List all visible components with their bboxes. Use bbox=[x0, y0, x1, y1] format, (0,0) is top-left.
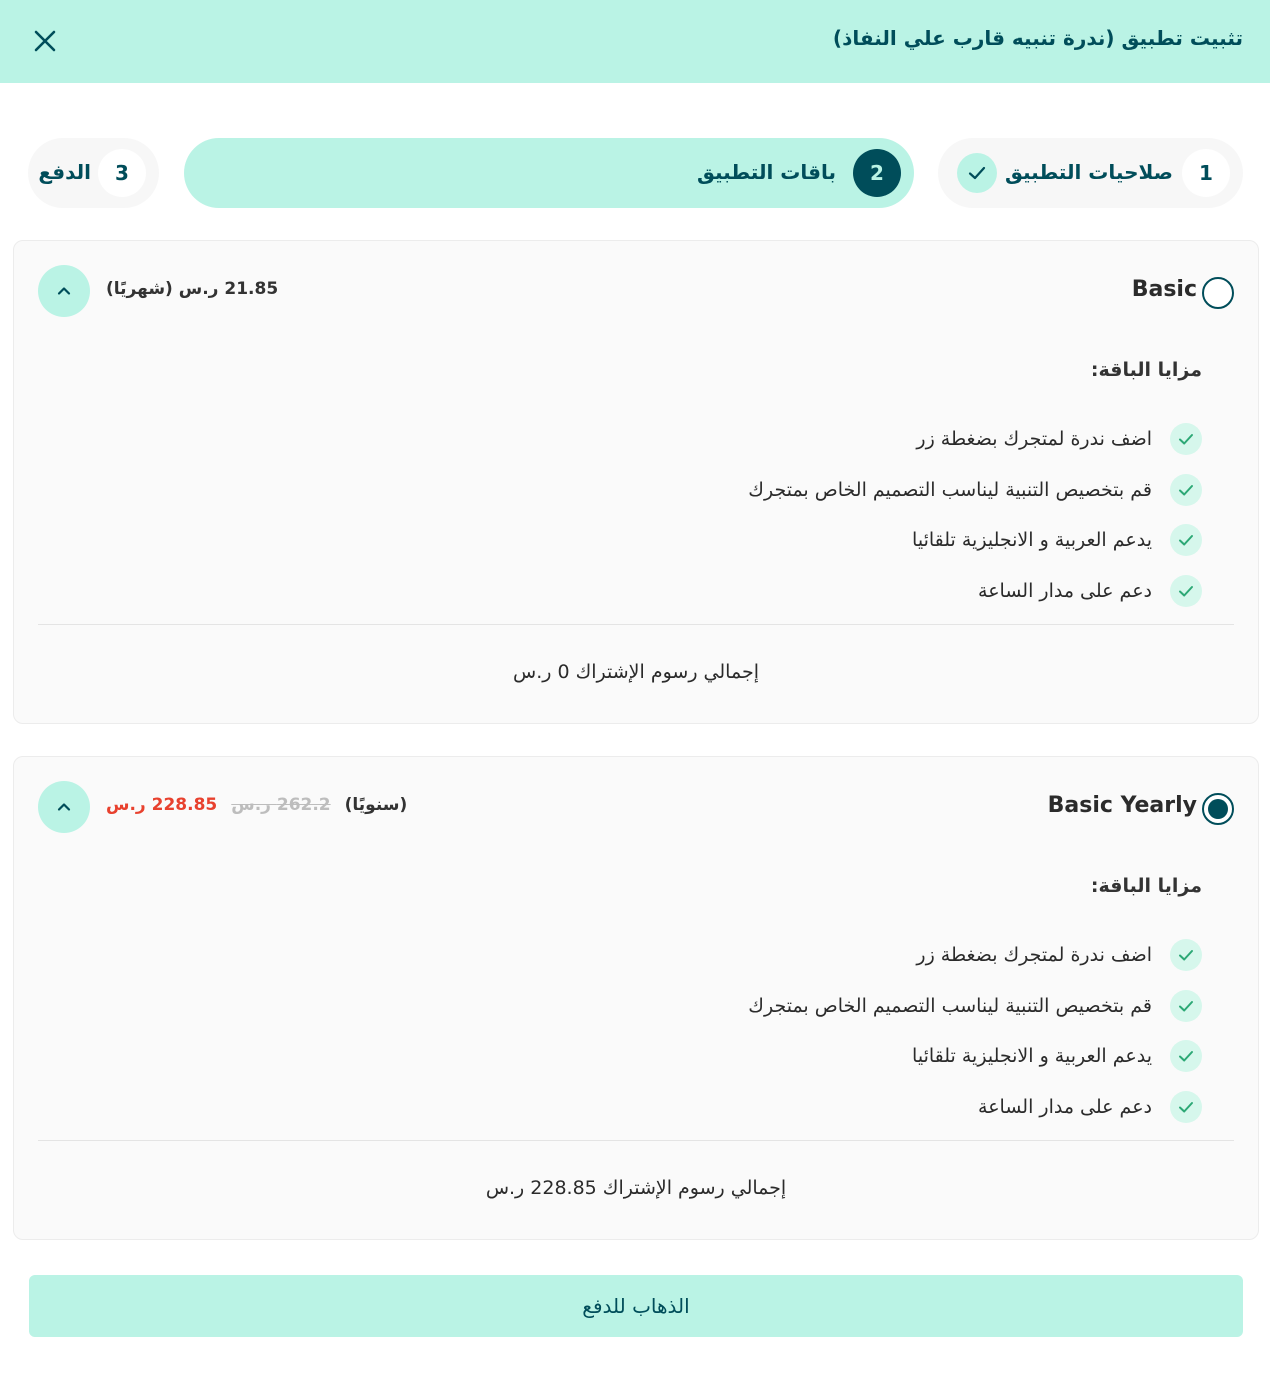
subscription-total: إجمالي رسوم الإشتراك 228.85 ر.س bbox=[485, 1177, 787, 1199]
plan-price: 21.85 ر.س (شهريًا) bbox=[106, 279, 279, 299]
chevron-up-icon bbox=[55, 798, 73, 816]
check-icon bbox=[1170, 575, 1202, 607]
step-payment[interactable] bbox=[28, 138, 159, 208]
modal-title: تثبيت تطبيق (ندرة تنبيه قارب علي النفاذ) bbox=[832, 26, 1243, 50]
original-price: 262.2 ر.س bbox=[231, 795, 331, 815]
plan-price bbox=[106, 795, 407, 815]
plan-name: Basic bbox=[1131, 277, 1197, 302]
check-icon bbox=[1170, 1091, 1202, 1123]
plan-radio[interactable] bbox=[1202, 277, 1234, 309]
plan-radio-selected[interactable] bbox=[1202, 793, 1234, 825]
step-number: 3 bbox=[98, 149, 146, 197]
feature-text: دعم على مدار الساعة bbox=[978, 1095, 1152, 1118]
features-list bbox=[302, 930, 1202, 1132]
feature-text: قم بتخصيص التنبية ليناسب التصميم الخاص بمتجرك bbox=[748, 478, 1152, 501]
check-icon bbox=[1170, 423, 1202, 455]
stepper bbox=[0, 138, 1270, 208]
feature-item bbox=[302, 981, 1202, 1032]
divider bbox=[38, 624, 1234, 625]
feature-item bbox=[302, 1031, 1202, 1082]
collapse-toggle[interactable] bbox=[38, 781, 90, 833]
step-label: صلاحيات التطبيق bbox=[1004, 160, 1173, 184]
check-icon bbox=[1170, 1040, 1202, 1072]
feature-text: دعم على مدار الساعة bbox=[978, 579, 1152, 602]
check-icon bbox=[1170, 524, 1202, 556]
check-icon bbox=[1170, 990, 1202, 1022]
collapse-toggle[interactable] bbox=[38, 265, 90, 317]
step-number: 1 bbox=[1182, 149, 1230, 197]
feature-text: اضف ندرة لمتجرك بضغطة زر bbox=[916, 428, 1152, 451]
feature-text: يدعم العربية و الانجليزية تلقائيا bbox=[912, 1045, 1152, 1068]
feature-item bbox=[302, 566, 1202, 617]
plan-card-basic[interactable] bbox=[13, 240, 1259, 724]
step-label: الدفع bbox=[38, 160, 91, 184]
plan-name: Basic Yearly bbox=[1047, 793, 1197, 818]
chevron-up-icon bbox=[55, 282, 73, 300]
step-number: 2 bbox=[853, 149, 901, 197]
close-icon bbox=[33, 29, 57, 53]
features-title: مزايا الباقة: bbox=[1090, 875, 1202, 897]
feature-item bbox=[302, 930, 1202, 981]
check-icon bbox=[1170, 474, 1202, 506]
step-app-packages[interactable] bbox=[184, 138, 914, 208]
step-completed-badge bbox=[957, 153, 997, 193]
feature-item bbox=[302, 414, 1202, 465]
features-list bbox=[302, 414, 1202, 616]
check-icon bbox=[1170, 939, 1202, 971]
go-to-payment-button[interactable]: الذهاب للدفع bbox=[29, 1275, 1243, 1337]
plan-card-basic-yearly[interactable] bbox=[13, 756, 1259, 1240]
subscription-total: إجمالي رسوم الإشتراك 0 ر.س bbox=[513, 661, 759, 683]
check-icon bbox=[967, 163, 987, 183]
step-label: باقات التطبيق bbox=[696, 160, 836, 184]
feature-item bbox=[302, 1082, 1202, 1133]
feature-text: قم بتخصيص التنبية ليناسب التصميم الخاص بمتجرك bbox=[748, 994, 1152, 1017]
feature-item bbox=[302, 465, 1202, 516]
feature-text: اضف ندرة لمتجرك بضغطة زر bbox=[916, 944, 1152, 967]
feature-text: يدعم العربية و الانجليزية تلقائيا bbox=[912, 529, 1152, 552]
radio-dot bbox=[1208, 799, 1228, 819]
divider bbox=[38, 1140, 1234, 1141]
modal-header bbox=[0, 0, 1270, 83]
close-button[interactable] bbox=[28, 24, 62, 58]
billing-period: (سنويًا) bbox=[344, 795, 408, 815]
feature-item bbox=[302, 515, 1202, 566]
features-title: مزايا الباقة: bbox=[1090, 359, 1202, 381]
discounted-price: 228.85 ر.س bbox=[106, 795, 218, 815]
step-app-permissions[interactable] bbox=[938, 138, 1243, 208]
